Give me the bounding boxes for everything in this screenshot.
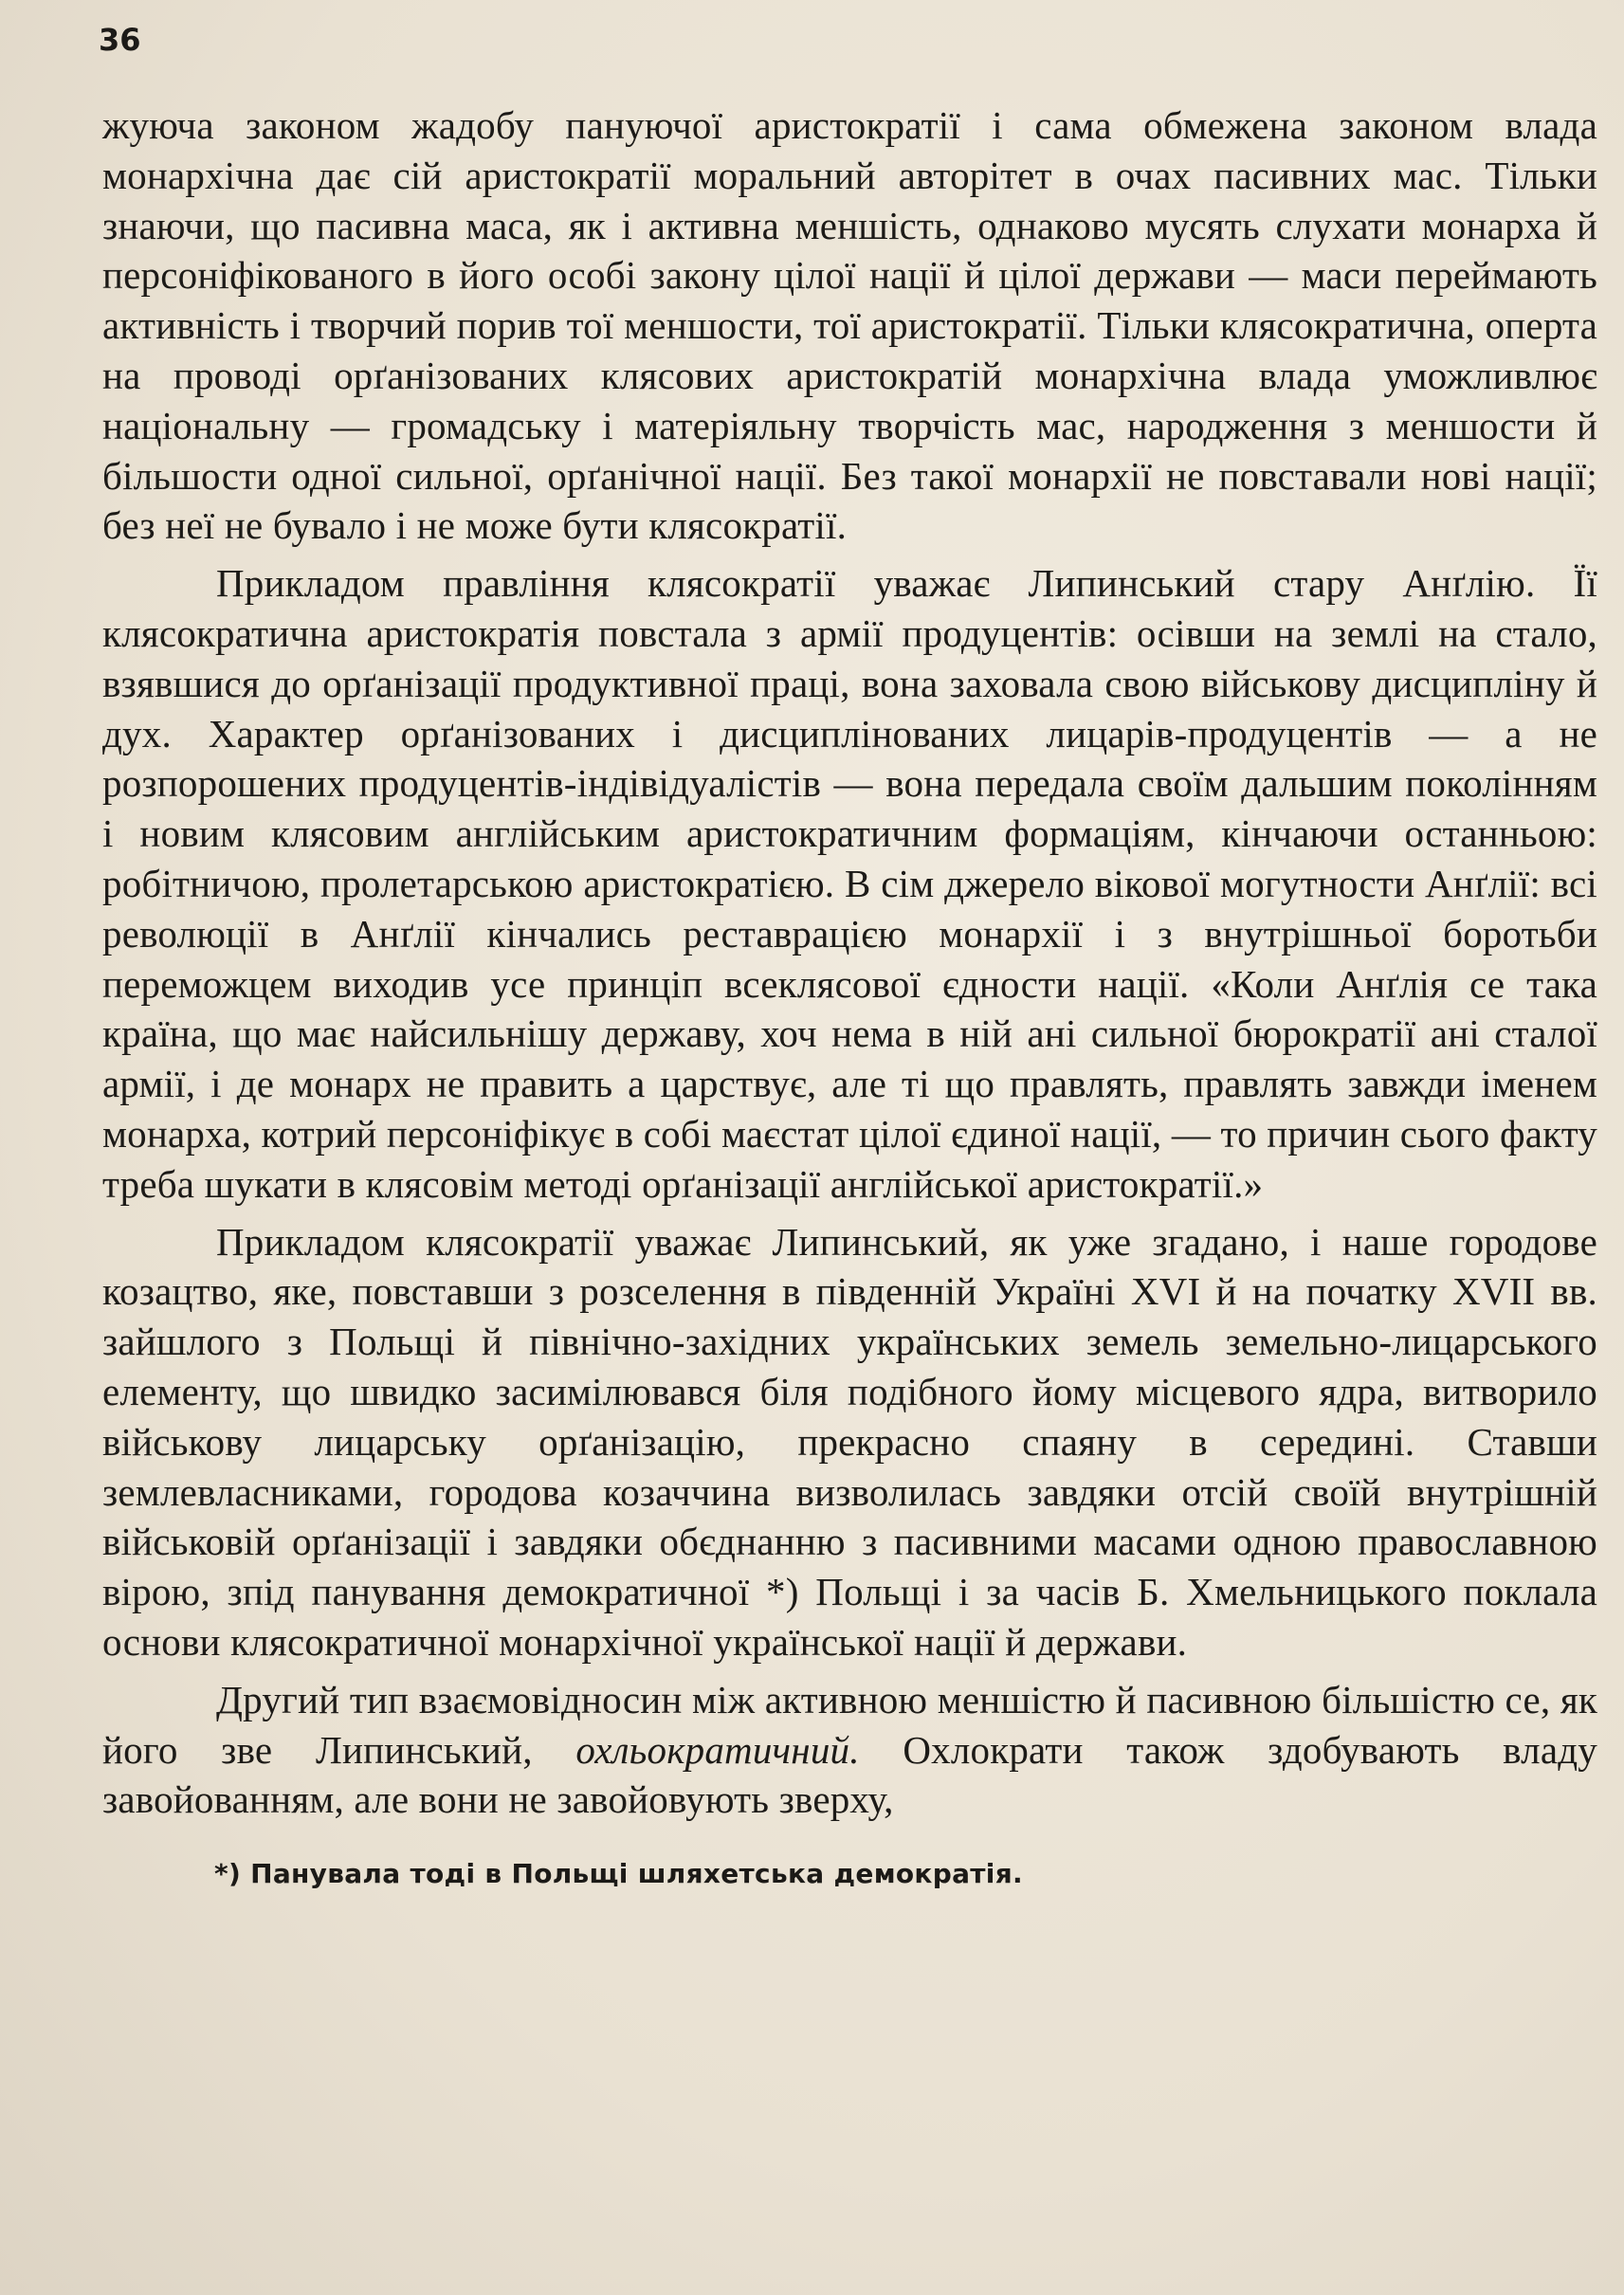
paragraph-4-text-end: Охлократи також здобувають владу завойованням, але вони не завойовують зверху,: [102, 1727, 1597, 1822]
paragraph-4: [102, 1675, 1597, 1825]
paragraph-2: Прикладом правління клясократії уважає Липинський стару Анґлію. Її клясократична аристократія повстала з армії продуцентів: осівши на землі на стало, взявшися до орґанізації продуктивної праці, вона заховала свою військову дисципліну й дух. Характер орґанізованих і дисциплінованих лицарів-продуцентів — а не розпорошених продуцентів-індівідуалістів — вона передала своїм дальшим поколінням і новим клясовим англійським аристократичним формаціям, кінчаючи останньою: робітничою, пролетарською аристократією. В сім джерело вікової могутности Анґлії: всі революції в Анґлії кінчались реставрацією монархії і з внутрішньої боротьби переможцем виходив усе принціп всеклясової єдности нації. «Коли Анґлія се така країна, що має найсильнішу державу, хоч нема в ній ані сильної бюрократії ані сталої армії, і де монарх не править а царствує, але ті що правлять, правлять завжди іменем монарха, котрий персоніфікує в собі маєстат цілої єдиної нації, — то причин сього факту треба шукати в клясовім методі орґанізації англійської аристократії.»: [102, 561, 1597, 1206]
paragraph-4-text-start: Другий тип взаємовідносин між активною меншістю й пасивною більшістю се, як його зве Липинський,: [102, 1677, 1597, 1772]
footnote: *) Панувала тоді в Польщі шляхетська демократія.: [214, 1858, 1023, 1890]
page-number: 36: [99, 22, 141, 58]
paragraph-3: Прикладом клясократії уважає Липинський, як уже згадано, і наше городове козацтво, яке, повставши з розселення в південній Україні XVI й на початку XVII вв. зайшлого з Польщі й північно-західних українських земель земельно-лицарського елементу, що швидко засимілювався біля подібного йому місцевого ядра, витворило військову лицарську орґанізацію, прекрасно спаяну в середині. Ставши землевласниками, городова козаччина визволилась завдяки отсій своїй внутрішній військовій орґанізації і завдяки обєднанню з пасивними масами одною православною вірою, зпід панування демократичної *) Польщі і за часів Б. Хмельницького поклала основи клясократичної монархічної української нації й держави.: [102, 1219, 1597, 1664]
emphasized-term: охльократичний.: [575, 1727, 860, 1772]
paragraph-1: жуюча законом жадобу пануючої аристократії і сама обмежена законом влада монархічна дає сій аристократії моральний авторітет в очах пасивних мас. Тільки знаючи, що пасивна маса, як і активна меншість, однаково мусять слухати монарха й персоніфікованого в його особі закону цілої нації й цілої держави — маси переймають активність і творчий порив тої меншости, тої аристократії. Тільки клясократична, оперта на проводі орґанізованих клясових аристократій монархічна влада уможливлює національну — громадську і матеріяльну творчість мас, народження з меншости й більшости одної сильної, орґанічної нації. Без такої монархії не повставали нові нації; без неї не бувало і не може бути клясократії.: [102, 103, 1597, 548]
